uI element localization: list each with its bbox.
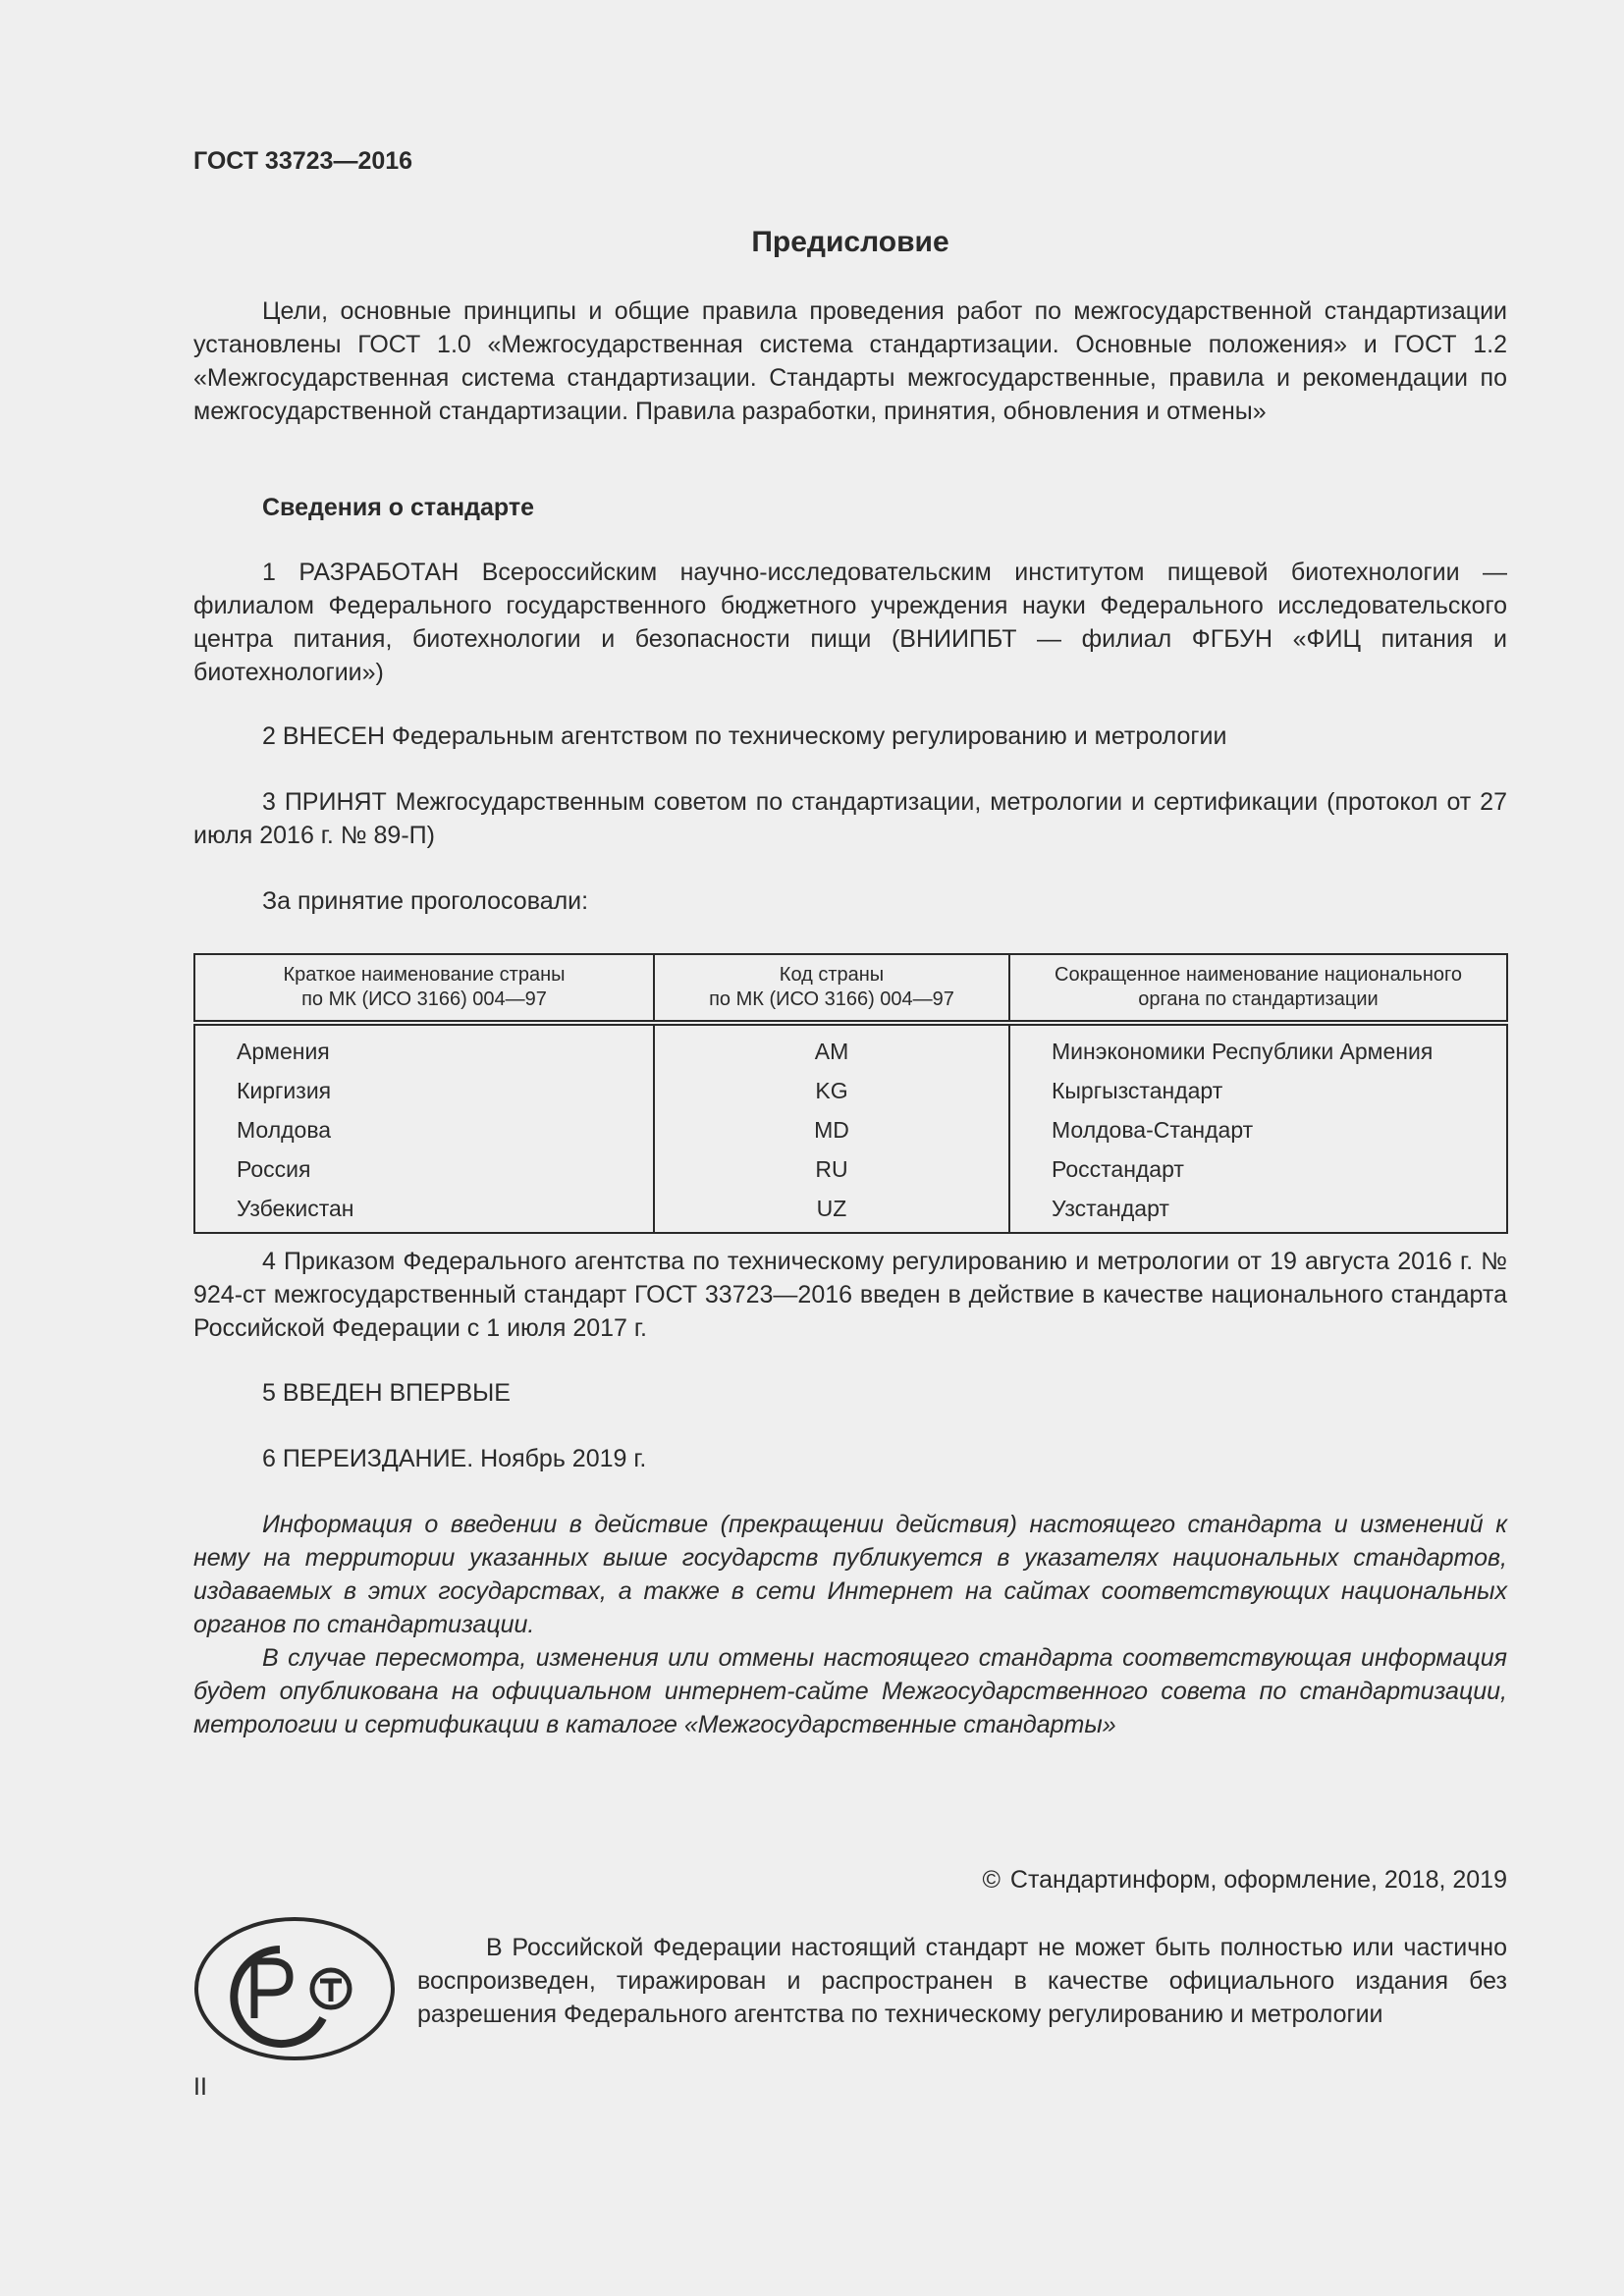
note-paragraph-2: В случае пересмотра, изменения или отмены настоящего стандарта соответствующая информация будет опубликована на официальном интернет-сайте Межгосударственного совета по стандартизации, метрологии и сертификации в каталоге «Межгосударственные стандарты» <box>193 1644 1507 1738</box>
header-country <box>194 954 654 1023</box>
cell-body: Росстандарт <box>1009 1149 1507 1189</box>
item-4-block <box>193 1245 1507 1345</box>
cell-code: KG <box>654 1071 1009 1110</box>
header-body-line-1: Сокращенное наименование национального <box>1055 964 1462 986</box>
header-body <box>1009 954 1507 1023</box>
item-5-paragraph: 5 ВВЕДЕН ВПЕРВЫЕ <box>262 1379 511 1407</box>
intro-paragraph: Цели, основные принципы и общие правила проведения работ по межгосударственной стандартизации установлены ГОСТ 1.0 «Межгосударственная система стандартизации. Основные положения» и ГОСТ 1.2 «Межгосударственная система стандартизации. Стандарты межгосударственные, правила и рекомендации по межгосударственной стандартизации. Правила разработки, принятия, обновления и отмены» <box>193 297 1507 425</box>
page-title: Предисловие <box>751 226 949 258</box>
copyright-line <box>982 1866 1507 1895</box>
reproduction-notice-text: В Российской Федерации настоящий стандарт не может быть полностью или частично воспроизведен, тиражирован и распространен в качестве официального издания без разрешения Федерального агентства по техническому регулированию и метрологии <box>417 1934 1507 2028</box>
table-row <box>194 1110 1507 1149</box>
table-row <box>194 1189 1507 1233</box>
item-6-block <box>193 1442 1507 1475</box>
notes-block <box>193 1508 1507 1741</box>
page-number: II <box>193 2073 207 2101</box>
copyright-icon: © <box>982 1866 1001 1894</box>
item-4-paragraph: 4 Приказом Федерального агентства по техническому регулированию и метрологии от 19 августа 2016 г. № 924-ст межгосударственный стандарт ГОСТ 33723—2016 введен в действие в качестве национального стандарта Российской Федерации с 1 июля 2017 г. <box>193 1248 1507 1342</box>
header-country-line-2: по МК (ИСО 3166) 004—97 <box>301 988 547 1010</box>
item-2-block <box>193 720 1507 753</box>
cell-country: Киргизия <box>194 1071 654 1110</box>
item-5-block <box>193 1376 1507 1410</box>
intro-paragraph-block <box>193 294 1507 428</box>
table-row <box>194 1023 1507 1071</box>
cell-body: Кыргызстандарт <box>1009 1071 1507 1110</box>
vote-intro-block <box>193 884 1507 918</box>
header-body-line-2: органа по стандартизации <box>1138 988 1379 1010</box>
note-paragraph-1: Информация о введении в действие (прекращении действия) настоящего стандарта и изменений к нему на территории указанных выше государств публикуется в указателях национальных стандартов, издаваемых в этих государствах, а также в сети Интернет на сайтах соответствующих национальных органов по стандартизации. <box>193 1511 1507 1638</box>
header-code <box>654 954 1009 1023</box>
section-heading: Сведения о стандарте <box>262 494 535 521</box>
cell-country: Россия <box>194 1149 654 1189</box>
cell-country: Молдова <box>194 1110 654 1149</box>
header-code-line-2: по МК (ИСО 3166) 004—97 <box>709 988 954 1010</box>
cell-body: Узстандарт <box>1009 1189 1507 1233</box>
table-row <box>194 1149 1507 1189</box>
cell-code: AM <box>654 1023 1009 1071</box>
cell-country: Узбекистан <box>194 1189 654 1233</box>
item-3-paragraph: 3 ПРИНЯТ Межгосударственным советом по стандартизации, метрологии и сертификации (протокол от 27 июля 2016 г. № 89-П) <box>193 788 1507 849</box>
cell-code: MD <box>654 1110 1009 1149</box>
header-country-line-1: Краткое наименование страны <box>283 964 566 986</box>
vote-intro: За принятие проголосовали: <box>262 887 589 915</box>
cell-code: UZ <box>654 1189 1009 1233</box>
table-row <box>194 1071 1507 1110</box>
item-1-paragraph: 1 РАЗРАБОТАН Всероссийским научно-исследовательским институтом пищевой биотехнологии — филиалом Федерального государственного бюджетного учреждения науки Федерального исследовательского центра питания, биотехнологии и безопасности пищи (ВНИИПБТ — филиал ФГБУН «ФИЦ питания и биотехнологии») <box>193 559 1507 686</box>
reproduction-notice <box>417 1931 1507 2031</box>
cell-country: Армения <box>194 1023 654 1071</box>
voting-countries-table <box>193 953 1508 1234</box>
copyright-text: Стандартинформ, оформление, 2018, 2019 <box>1009 1866 1507 1894</box>
rst-certification-emblem-icon <box>193 1916 396 2061</box>
table-header-row <box>194 954 1507 1023</box>
cell-body: Минэкономики Республики Армения <box>1009 1023 1507 1071</box>
item-3-block <box>193 785 1507 852</box>
item-2-paragraph: 2 ВНЕСЕН Федеральным агентством по техническому регулированию и метрологии <box>262 722 1227 750</box>
cell-code: RU <box>654 1149 1009 1189</box>
item-6-paragraph: 6 ПЕРЕИЗДАНИЕ. Ноябрь 2019 г. <box>262 1445 647 1472</box>
cell-body: Молдова-Стандарт <box>1009 1110 1507 1149</box>
item-1-block <box>193 556 1507 689</box>
header-code-line-1: Код страны <box>779 964 885 986</box>
document-code: ГОСТ 33723—2016 <box>193 147 413 175</box>
